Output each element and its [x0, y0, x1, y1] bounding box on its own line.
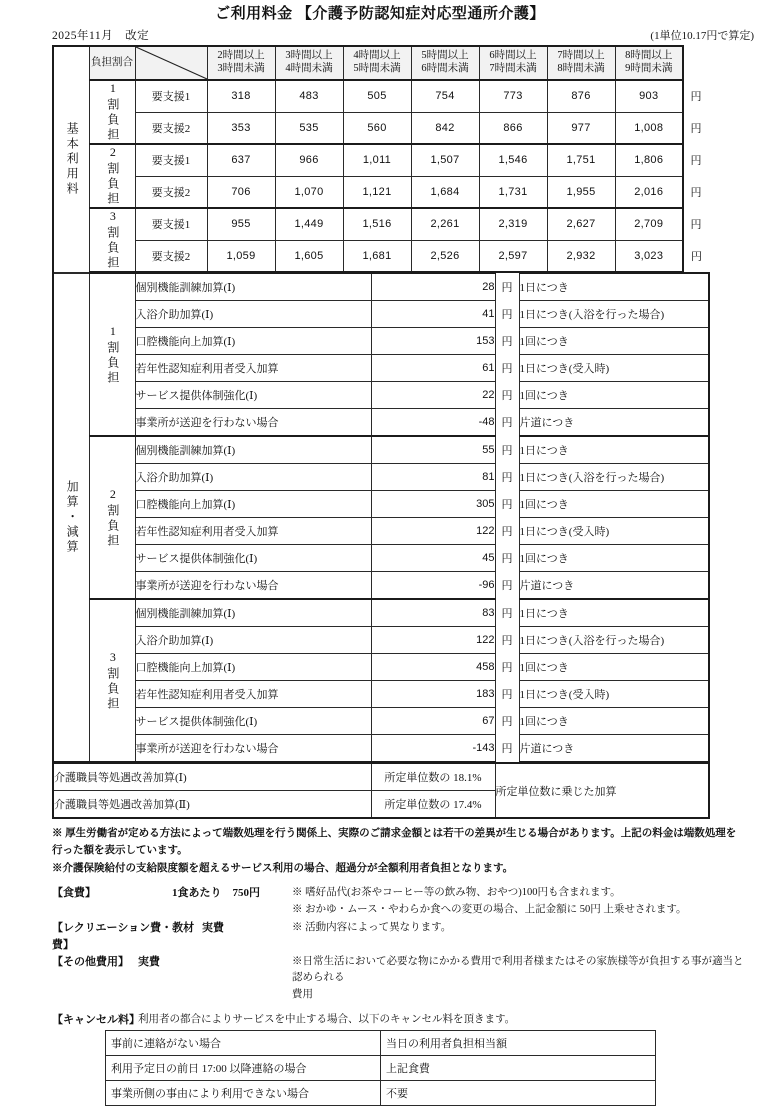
cancellation-intro: 利用者の都合によりサービスを中止する場合、以下のキャンセル料を頂きます。	[138, 1014, 516, 1026]
addon-name-cell: 入浴介助加算(Ⅰ)	[135, 301, 371, 328]
addon-yen-unit: 円	[495, 681, 519, 708]
fee-value-cell: 637	[207, 144, 275, 176]
addon-burden-ratio-cell	[89, 599, 135, 762]
addon-burden-ratio-text: 2割負担	[105, 486, 120, 549]
addon-value-cell: -96	[371, 572, 495, 600]
cancellation-condition-cell: 事業所側の事由により利用できない場合	[106, 1081, 381, 1106]
addon-yen-unit: 円	[495, 464, 519, 491]
addon-yen-unit: 円	[495, 735, 519, 763]
addon-value-cell: 22	[371, 382, 495, 409]
fee-value-cell: 966	[275, 144, 343, 176]
fee-value-cell: 1,507	[411, 144, 479, 176]
fee-value-cell: 1,008	[615, 112, 683, 144]
addon-note-cell: 1日につき	[519, 599, 709, 627]
fee-value-cell: 903	[615, 80, 683, 112]
addon-row	[53, 491, 709, 518]
meal-fee-note-2: ※ おかゆ・ムース・やわらか食への変更の場合、上記金額に 50円 上乗せされます。	[292, 904, 687, 916]
addon-note-cell: 1回につき	[519, 382, 709, 409]
addon-name-cell: 若年性認知症利用者受入加算	[135, 355, 371, 382]
cancellation-row	[106, 1056, 656, 1081]
time-column-header: 5時間以上 6時間未満	[411, 46, 479, 80]
fee-value-cell: 1,751	[547, 144, 615, 176]
addon-yen-unit: 円	[495, 382, 519, 409]
revision-date: 2025年11月 改定	[52, 30, 150, 42]
addon-value-cell: 67	[371, 708, 495, 735]
yen-unit: 円	[690, 219, 702, 231]
addon-value-cell: 183	[371, 681, 495, 708]
addon-yen-unit: 円	[495, 708, 519, 735]
cancellation-heading	[52, 1011, 760, 1027]
addon-note-cell: 1回につき	[519, 491, 709, 518]
addon-yen-unit: 円	[495, 654, 519, 681]
addon-burden-ratio-cell	[89, 273, 135, 436]
cancellation-charge-cell: 上記食費	[381, 1056, 656, 1081]
addon-name-cell: 事業所が送迎を行わない場合	[135, 572, 371, 600]
section-label-addon-text: 加算・減算	[65, 479, 80, 555]
shoguu-name-cell: 介護職員等処遇改善加算(Ⅱ)	[53, 791, 371, 819]
cancellation-condition-cell: 事前に連絡がない場合	[106, 1031, 381, 1056]
addon-note-cell: 1日につき(入浴を行った場合)	[519, 464, 709, 491]
addon-name-cell: 入浴介助加算(Ⅰ)	[135, 627, 371, 654]
addon-row	[53, 436, 709, 464]
addon-row	[53, 599, 709, 627]
diagonal-header-cell	[135, 46, 207, 80]
addon-yen-unit: 円	[495, 301, 519, 328]
time-column-header: 2時間以上 3時間未満	[207, 46, 275, 80]
fee-value-cell: 2,709	[615, 208, 683, 240]
addon-row	[53, 355, 709, 382]
shoguu-value-cell: 所定単位数の 17.4%	[371, 791, 495, 819]
addon-value-cell: 305	[371, 491, 495, 518]
addon-row	[53, 627, 709, 654]
table-row	[53, 240, 709, 272]
table-row	[53, 144, 709, 176]
time-column-header: 8時間以上 9時間未満	[615, 46, 683, 80]
addon-note-cell: 1回につき	[519, 545, 709, 572]
addon-value-cell: 153	[371, 328, 495, 355]
section-label-basic-text: 基本利用料	[65, 121, 80, 197]
burden-ratio-text: 1割負担	[105, 81, 120, 143]
recreation-fee-row	[52, 920, 752, 953]
fee-value-cell: 706	[207, 176, 275, 208]
other-fee-amount: 実費	[138, 956, 160, 969]
addon-yen-unit: 円	[495, 599, 519, 627]
fee-value-cell: 1,070	[275, 176, 343, 208]
addon-note-cell: 1日につき(受入時)	[519, 355, 709, 382]
time-column-header: 4時間以上 5時間未満	[343, 46, 411, 80]
time-column-header: 7時間以上 8時間未満	[547, 46, 615, 80]
burden-ratio-cell	[89, 144, 135, 208]
addon-name-cell: 口腔機能向上加算(Ⅰ)	[135, 328, 371, 355]
unit-price-note: (1単位10.17円で算定)	[650, 30, 754, 42]
footnote-1: ※ 厚生労働省が定める方法によって端数処理を行う関係上、実際のご請求金額とは若干の差異が生じる場合があります。上記の料金は端数処理を	[52, 828, 737, 839]
basic-fee-table	[52, 45, 710, 273]
fee-value-cell: 977	[547, 112, 615, 144]
addon-value-cell: 28	[371, 273, 495, 301]
addon-note-cell: 1回につき	[519, 708, 709, 735]
fee-value-cell: 1,806	[615, 144, 683, 176]
cancellation-row	[106, 1081, 656, 1106]
table-row	[53, 112, 709, 144]
other-fee-note-cont: 費用	[292, 988, 313, 1000]
fee-value-cell: 353	[207, 112, 275, 144]
care-level-cell: 要支援2	[135, 240, 207, 272]
addon-burden-ratio-cell	[89, 436, 135, 599]
burden-ratio-cell	[89, 208, 135, 272]
yen-unit: 円	[690, 155, 702, 167]
fee-value-cell: 2,627	[547, 208, 615, 240]
addon-note-cell: 1日につき(受入時)	[519, 681, 709, 708]
burden-ratio-text: 2割負担	[105, 145, 120, 207]
yen-unit: 円	[690, 123, 702, 135]
care-level-cell: 要支援2	[135, 112, 207, 144]
table-row	[53, 80, 709, 112]
care-level-cell: 要支援1	[135, 80, 207, 112]
addon-row	[53, 409, 709, 437]
fee-value-cell: 2,526	[411, 240, 479, 272]
addon-row	[53, 464, 709, 491]
cancellation-fee-table	[105, 1030, 656, 1106]
fee-value-cell: 2,016	[615, 176, 683, 208]
addon-note-cell: 1日につき(入浴を行った場合)	[519, 301, 709, 328]
addon-note-cell: 1回につき	[519, 328, 709, 355]
addon-value-cell: 81	[371, 464, 495, 491]
addon-name-cell: 入浴介助加算(Ⅰ)	[135, 464, 371, 491]
fee-value-cell: 483	[275, 80, 343, 112]
fee-value-cell: 876	[547, 80, 615, 112]
fee-value-cell: 1,121	[343, 176, 411, 208]
section-label-addon	[53, 273, 89, 762]
addon-note-cell: 1日につき	[519, 436, 709, 464]
fee-value-cell: 955	[207, 208, 275, 240]
cancellation-label: 【キャンセル料】	[52, 1014, 140, 1027]
yen-unit: 円	[690, 91, 702, 103]
addon-burden-ratio-text: 1割負担	[105, 323, 120, 386]
fee-value-cell: 3,023	[615, 240, 683, 272]
addon-row	[53, 735, 709, 763]
additional-fees	[52, 885, 752, 1003]
addon-row	[53, 518, 709, 545]
addon-row	[53, 654, 709, 681]
shoguu-value-cell: 所定単位数の 18.1%	[371, 763, 495, 791]
addon-yen-unit: 円	[495, 491, 519, 518]
fee-value-cell: 505	[343, 80, 411, 112]
cancellation-charge-cell: 不要	[381, 1081, 656, 1106]
addon-row	[53, 708, 709, 735]
shoguu-note-cell: 所定単位数に乗じた加算	[495, 763, 709, 818]
footnotes	[52, 826, 742, 877]
time-column-header: 3時間以上 4時間未満	[275, 46, 343, 80]
burden-ratio-text: 3割負担	[105, 209, 120, 271]
shoguu-name-cell: 介護職員等処遇改善加算(Ⅰ)	[53, 763, 371, 791]
addon-name-cell: 若年性認知症利用者受入加算	[135, 681, 371, 708]
addon-note-cell: 片道につき	[519, 735, 709, 763]
addon-value-cell: 55	[371, 436, 495, 464]
fee-value-cell: 773	[479, 80, 547, 112]
addon-yen-unit: 円	[495, 273, 519, 301]
fee-value-cell: 754	[411, 80, 479, 112]
fee-value-cell: 866	[479, 112, 547, 144]
addon-row	[53, 681, 709, 708]
addon-row	[53, 545, 709, 572]
footnote-1-cont: 行った額を表示しています。	[52, 845, 188, 857]
addon-name-cell: 事業所が送迎を行わない場合	[135, 409, 371, 437]
other-fee-row	[52, 954, 752, 986]
care-level-cell: 要支援2	[135, 176, 207, 208]
fee-value-cell: 842	[411, 112, 479, 144]
yen-unit: 円	[690, 187, 702, 199]
addon-row	[53, 382, 709, 409]
fee-value-cell: 1,449	[275, 208, 343, 240]
addon-name-cell: サービス提供体制強化(Ⅰ)	[135, 382, 371, 409]
fee-value-cell: 1,681	[343, 240, 411, 272]
care-level-cell: 要支援1	[135, 208, 207, 240]
fee-value-cell: 2,597	[479, 240, 547, 272]
addon-yen-unit: 円	[495, 436, 519, 464]
burden-ratio-cell	[89, 80, 135, 144]
meal-fee-label: 【食費】	[52, 886, 96, 899]
addon-yen-unit: 円	[495, 328, 519, 355]
addon-yen-unit: 円	[495, 355, 519, 382]
fee-value-cell: 1,955	[547, 176, 615, 208]
addon-name-cell: 個別機能訓練加算(Ⅰ)	[135, 273, 371, 301]
fee-value-cell: 1,546	[479, 144, 547, 176]
section-label-basic	[53, 46, 89, 272]
fee-value-cell: 560	[343, 112, 411, 144]
addon-note-cell: 片道につき	[519, 409, 709, 437]
addon-name-cell: 口腔機能向上加算(Ⅰ)	[135, 491, 371, 518]
addon-row	[53, 328, 709, 355]
addon-name-cell: 口腔機能向上加算(Ⅰ)	[135, 654, 371, 681]
fee-value-cell: 2,319	[479, 208, 547, 240]
care-level-cell: 要支援1	[135, 144, 207, 176]
other-fee-label: 【その他費用】	[52, 956, 129, 969]
meal-fee-note-1: ※ 嗜好品代(お茶やコーヒー等の飲み物、おやつ)100円も含まれます。	[292, 886, 621, 898]
addon-note-cell: 1日につき(受入時)	[519, 518, 709, 545]
addon-name-cell: 個別機能訓練加算(Ⅰ)	[135, 599, 371, 627]
page-title: ご利用料金 【介護予防認知症対応型通所介護】	[215, 6, 545, 22]
addon-row	[53, 301, 709, 328]
meta-row	[0, 25, 760, 45]
addon-yen-unit: 円	[495, 518, 519, 545]
addon-yen-unit: 円	[495, 572, 519, 600]
cancellation-row	[106, 1031, 656, 1056]
addon-yen-unit: 円	[495, 409, 519, 437]
recreation-fee-note: ※ 活動内容によって異なります。	[292, 922, 452, 934]
addon-name-cell: 個別機能訓練加算(Ⅰ)	[135, 436, 371, 464]
recreation-fee-amount: 実費	[202, 922, 224, 935]
shoguu-kaizen-table	[52, 762, 710, 819]
other-fee-note: ※日常生活において必要な物にかかる費用で利用者様またはその家族様等が負担する事が適当と認められる	[292, 956, 744, 983]
fee-value-cell: 318	[207, 80, 275, 112]
meal-fee-row	[52, 885, 752, 902]
addon-note-cell: 1回につき	[519, 654, 709, 681]
addon-yen-unit: 円	[495, 627, 519, 654]
fee-value-cell: 1,731	[479, 176, 547, 208]
time-column-header: 6時間以上 7時間未満	[479, 46, 547, 80]
addon-value-cell: 41	[371, 301, 495, 328]
addon-fee-table	[52, 272, 710, 763]
addon-name-cell: 若年性認知症利用者受入加算	[135, 518, 371, 545]
meal-fee-amount: 1食あたり 750円	[172, 886, 260, 899]
addon-note-cell: 1日につき(入浴を行った場合)	[519, 627, 709, 654]
addon-value-cell: 122	[371, 518, 495, 545]
table-header-row	[53, 46, 709, 80]
fee-value-cell: 535	[275, 112, 343, 144]
fee-value-cell: 2,932	[547, 240, 615, 272]
addon-row	[53, 273, 709, 301]
addon-name-cell: サービス提供体制強化(Ⅰ)	[135, 708, 371, 735]
addon-value-cell: -143	[371, 735, 495, 763]
addon-value-cell: -48	[371, 409, 495, 437]
addon-note-cell: 片道につき	[519, 572, 709, 600]
fee-value-cell: 2,261	[411, 208, 479, 240]
yen-spacer	[683, 46, 709, 80]
addon-value-cell: 83	[371, 599, 495, 627]
addon-value-cell: 458	[371, 654, 495, 681]
fee-value-cell: 1,059	[207, 240, 275, 272]
addon-value-cell: 122	[371, 627, 495, 654]
burden-ratio-header: 負担割合	[89, 46, 135, 80]
addon-name-cell: サービス提供体制強化(Ⅰ)	[135, 545, 371, 572]
fee-value-cell: 1,684	[411, 176, 479, 208]
shoguu-row	[53, 763, 709, 791]
addon-burden-ratio-text: 3割負担	[105, 649, 120, 712]
addon-value-cell: 45	[371, 545, 495, 572]
cancellation-charge-cell: 当日の利用者負担相当額	[381, 1031, 656, 1056]
addon-note-cell: 1日につき	[519, 273, 709, 301]
recreation-fee-label: 【レクリエーション費・教材費】	[52, 922, 195, 951]
addon-value-cell: 61	[371, 355, 495, 382]
cancellation-condition-cell: 利用予定日の前日 17:00 以降連絡の場合	[106, 1056, 381, 1081]
fee-value-cell: 1,605	[275, 240, 343, 272]
fee-value-cell: 1,516	[343, 208, 411, 240]
addon-name-cell: 事業所が送迎を行わない場合	[135, 735, 371, 763]
yen-unit: 円	[691, 251, 702, 263]
table-row	[53, 208, 709, 240]
addon-yen-unit: 円	[495, 545, 519, 572]
footnote-2: ※介護保険給付の支給限度額を超えるサービス利用の場合、超過分が全額利用者負担となります。	[52, 862, 514, 874]
table-row	[53, 176, 709, 208]
addon-row	[53, 572, 709, 600]
fee-value-cell: 1,011	[343, 144, 411, 176]
